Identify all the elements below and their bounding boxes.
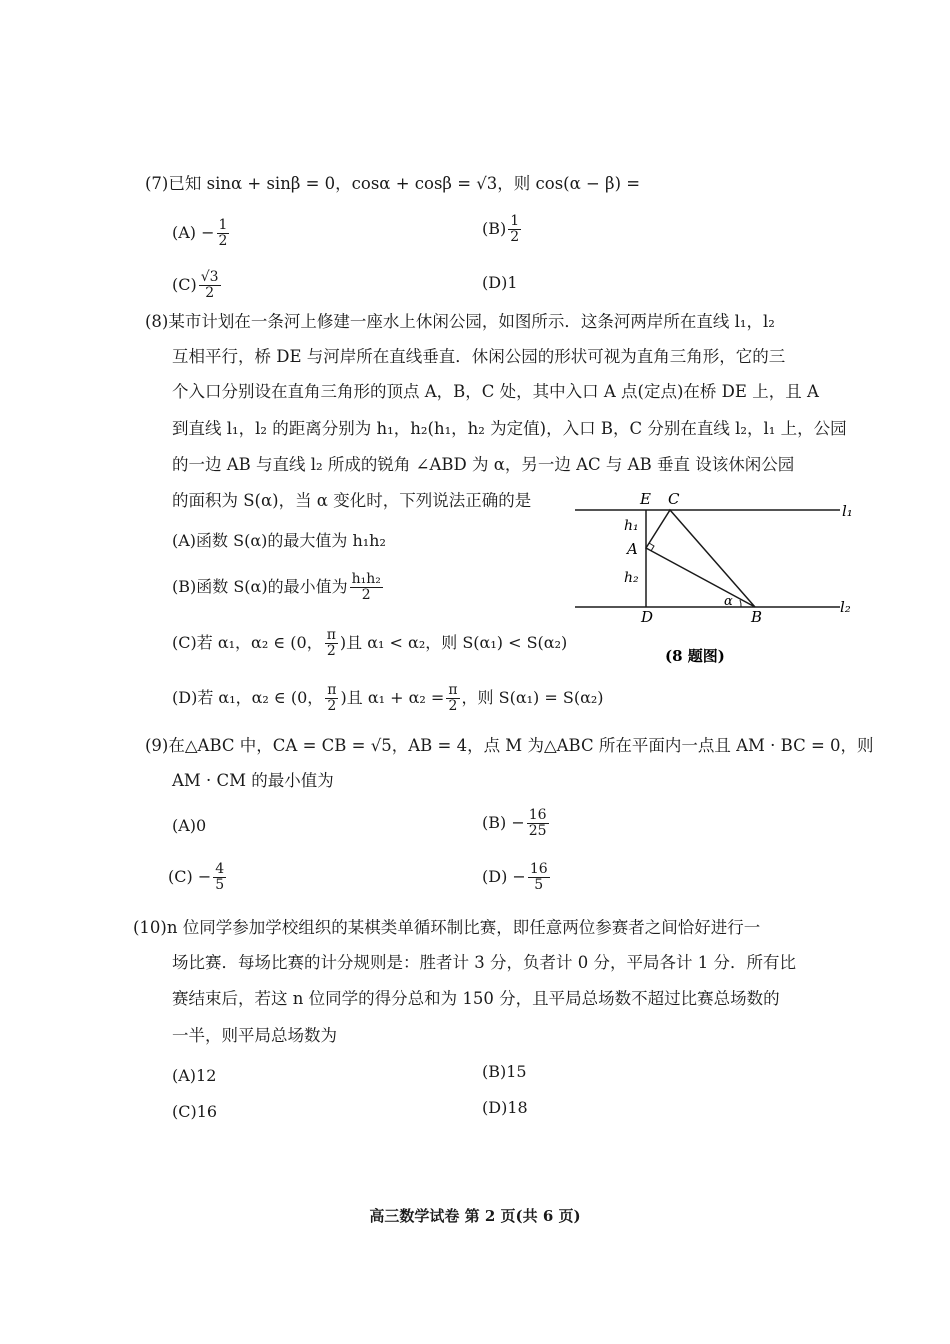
label-d: D	[641, 608, 654, 626]
q7-option-d: (D)1	[482, 273, 518, 292]
label-c: C	[668, 490, 680, 508]
park-triangle-abc	[646, 510, 755, 607]
label-e: E	[640, 490, 651, 508]
q9-option-d: (D) − $\frac{16}{5}$	[482, 861, 548, 893]
label-alpha: α	[724, 594, 733, 609]
q8-line-1: (8)某市计划在一条河上修建一座水上休闲公园，如图所示．这条河两岸所在直线 l₁，l₂	[145, 312, 775, 331]
q9-option-c: (C) − $\frac{4}{5}$	[168, 861, 225, 893]
label-l2: l₂	[840, 598, 851, 616]
figure-caption: (8 题图)	[665, 647, 725, 665]
q10-option-a: (A)12	[172, 1066, 217, 1085]
q9-line-1: (9)在△ABC 中，CA = CB = √5，AB = 4，点 M 为△ABC 所在平面内一点且 AM · BC = 0，则	[145, 736, 874, 755]
q10-line-3: 赛结束后，若这 n 位同学的得分总和为 150 分，且平局总场数不超过比赛总场数的	[172, 989, 780, 1008]
q8-line-4: 到直线 l₁，l₂ 的距离分别为 h₁，h₂(h₁，h₂ 为定值)，入口 B，C 分别在直线 l₂，l₁ 上，公园	[172, 419, 847, 438]
q10-line-4: 一半，则平局总场数为	[172, 1026, 337, 1045]
q7-option-c: (C) $\frac{√3}{2}$	[172, 269, 219, 301]
q9-option-b: (B) − $\frac{16}{25}$	[482, 807, 547, 839]
q9-line-2: AM · CM 的最小值为	[172, 771, 334, 790]
q8-option-c: (C)若 α₁，α₂ ∈ (0， $\frac{\pi}{2}$ )且 α₁ < α₂，则 S(α₁) < S(α₂)	[172, 627, 568, 659]
q8-line-3: 个入口分别设在直角三角形的顶点 A，B，C 处，其中入口 A 点(定点)在桥 DE 上，且 A	[172, 382, 819, 401]
q10-option-d: (D)18	[482, 1098, 528, 1117]
q8-option-d: (D)若 α₁，α₂ ∈ (0， $\frac{\pi}{2}$ )且 α₁ + α₂ = $\frac{\pi}{2}$ ，则 S(α₁) = S(α₂)	[172, 682, 604, 714]
q8-figure	[570, 488, 860, 668]
q7-option-a: (A) − $\frac{1}{2}$	[172, 217, 228, 249]
q9-option-a: (A)0	[172, 816, 207, 835]
q7-option-b: (B) $\frac{1}{2}$	[482, 213, 520, 245]
q10-line-2: 场比赛．每场比赛的计分规则是：胜者计 3 分，负者计 0 分，平局各计 1 分．所有比	[172, 953, 796, 972]
q8-line-6: 的面积为 S(α)，当 α 变化时，下列说法正确的是	[172, 491, 532, 510]
label-b: B	[751, 608, 763, 626]
q8-option-a: (A)函数 S(α)的最大值为 h₁h₂	[172, 531, 386, 550]
q8-line-5: 的一边 AB 与直线 l₂ 所成的锐角 ∠ABD 为 α，另一边 AC 与 AB 垂直 设该休闲公园	[172, 455, 795, 474]
q8-line-2: 互相平行，桥 DE 与河岸所在直线垂直．休闲公园的形状可视为直角三角形，它的三	[172, 347, 786, 366]
q10-option-c: (C)16	[172, 1102, 218, 1121]
q10-line-1: (10)n 位同学参加学校组织的某棋类单循环制比赛，即任意两位参赛者之间恰好进行一	[133, 918, 761, 937]
label-l1: l₁	[842, 502, 853, 520]
q7-stem: (7)已知 sinα + sinβ = 0，cosα + cosβ = √3，则 cos(α − β) =	[145, 174, 641, 193]
q10-option-b: (B)15	[482, 1062, 527, 1081]
label-a: A	[627, 540, 638, 558]
label-h2: h₂	[624, 570, 639, 586]
label-h1: h₁	[624, 518, 639, 534]
q8-option-b: (B)函数 S(α)的最小值为 $\frac{\text{h₁h₂}}{2}$	[172, 571, 381, 603]
page-footer: 高三数学试卷 第 2 页(共 6 页)	[369, 1207, 581, 1225]
angle-alpha-arc	[740, 600, 741, 607]
